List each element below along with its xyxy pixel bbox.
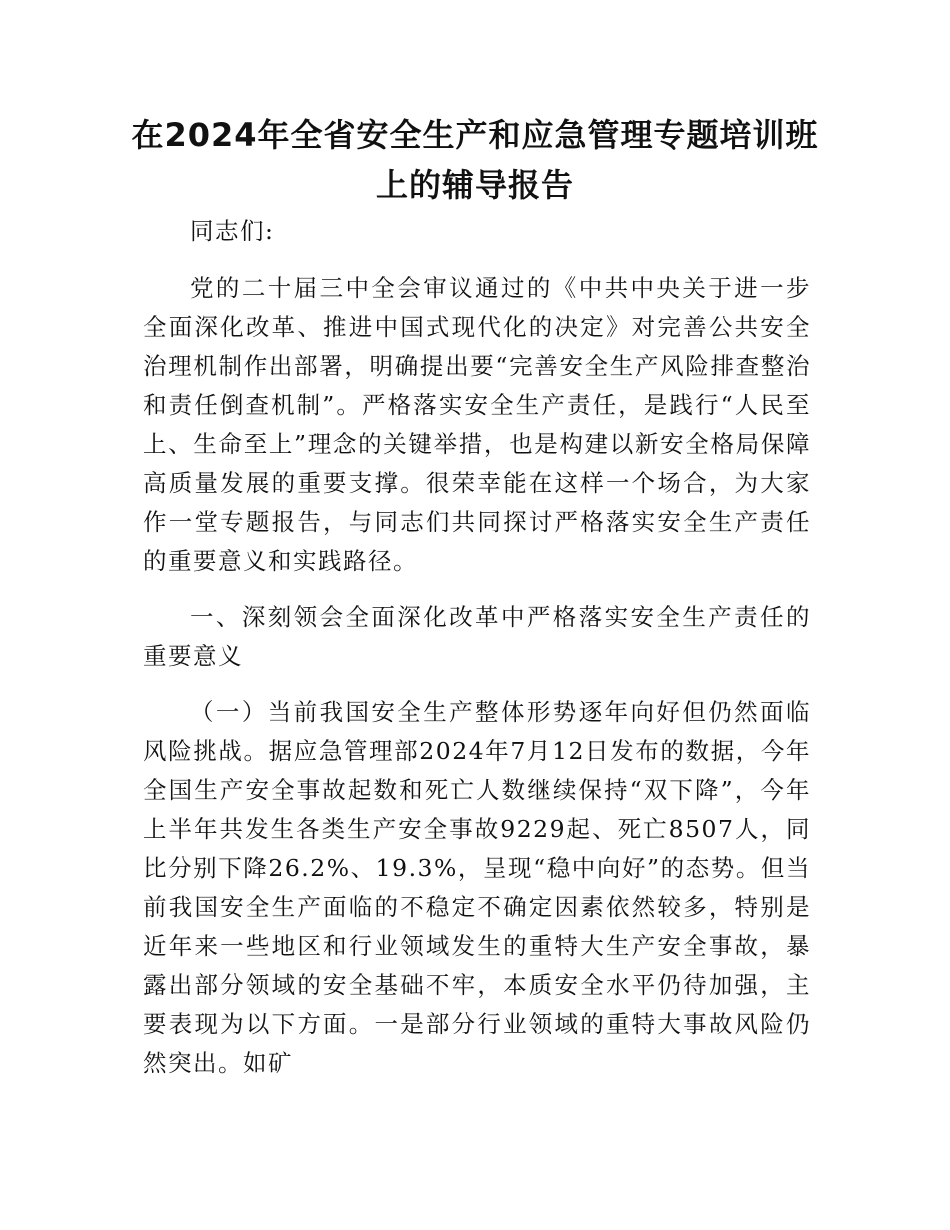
paragraph-intro: 党的二十届三中全会审议通过的《中共中央关于进一步全面深化改革、推进中国式现代化的决定》对完善公共安全治理机制作出部署，明确提出要“完善安全生产风险排查整治和责任倒查机制”。严格落实安全生产责任，是践行“人民至上、生命至上”理念的关键举措，也是构建以新安全格局保障高质量发展的重要支撑。很荣幸能在这样一个场合，为大家作一堂专题报告，与同志们共同探讨严格落实安全生产责任的重要意义和实践路径。 bbox=[143, 274, 811, 575]
title-line-1: 在2024年全省安全生产和应急管理专题培训班 bbox=[131, 116, 819, 154]
greeting: 同志们: bbox=[190, 217, 275, 245]
paragraph-subsection-1: （一）当前我国安全生产整体形势逐年向好但仍然面临风险挑战。据应急管理部2024年7月12日发布的数据，今年全国生产安全事故起数和死亡人数继续保持“双下降”，今年上半年共发生各类生产安全事故9229起、死亡8507人，同比分别下降26.2%、19.3%，呈现“稳中向好”的态势。但当前我国安全生产面临的不稳定不确定因素依然较多，特别是近年来一些地区和行业领域发生的重特大生产安全事故，暴露出部分领域的安全基础不牢，本质安全水平仍待加强，主要表现为以下方面。一是部分行业领域的重特大事故风险仍然突出。如矿 bbox=[143, 698, 811, 1077]
title-line-2: 上的辅导报告 bbox=[375, 166, 574, 204]
section-heading-1: 一、深刻领会全面深化改革中严格落实安全生产责任的重要意义 bbox=[143, 603, 811, 670]
document-title bbox=[120, 110, 830, 210]
document-body bbox=[143, 212, 811, 1100]
